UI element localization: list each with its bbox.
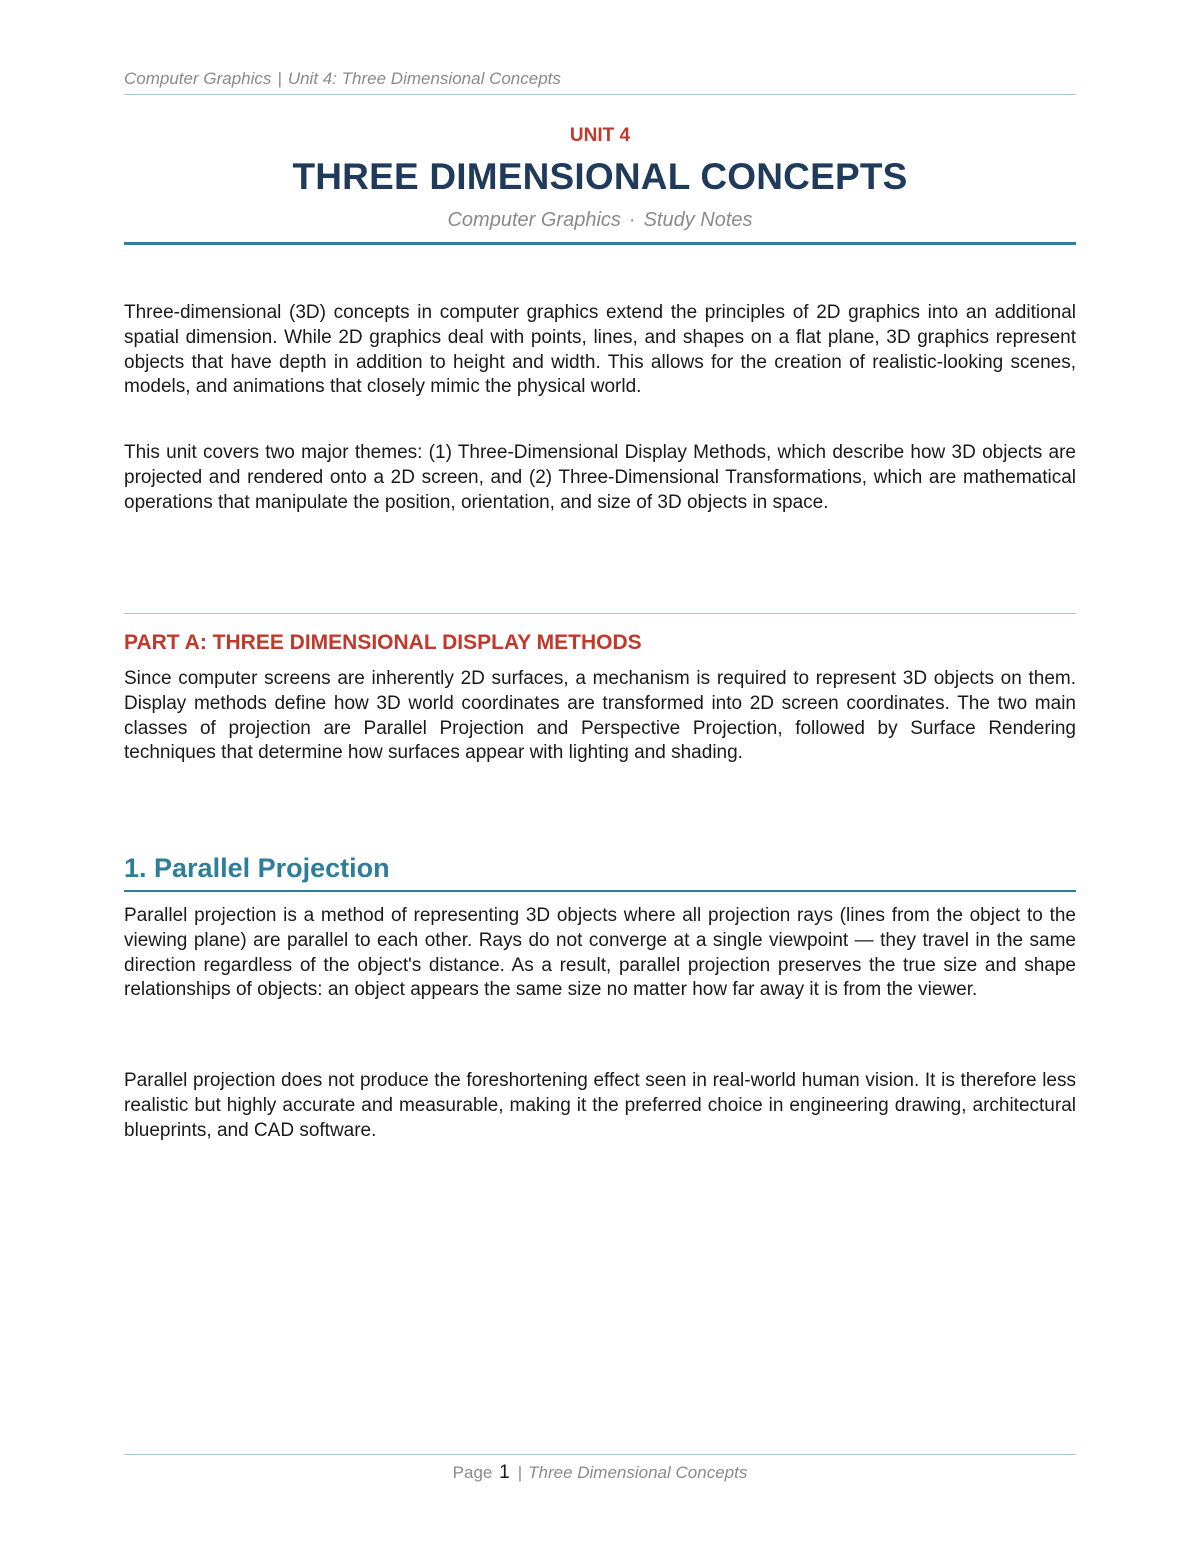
section-1-heading: 1. Parallel Projection	[124, 853, 390, 883]
footer-page-label: Page	[452, 1463, 493, 1482]
header-unit: Unit 4: Three Dimensional Concepts	[287, 69, 561, 88]
section-divider	[124, 613, 1076, 614]
footer-page-number: 1	[499, 1462, 510, 1483]
part-a-heading: PART A: THREE DIMENSIONAL DISPLAY METHODS	[124, 631, 642, 654]
intro-paragraph-1: Three-dimensional (3D) concepts in computer graphics extend the principles of 2D graphics into an additional spatial dimension. While 2D graphics deal with points, lines, and shapes on a flat plane, 3D graphics represent objects that have depth in addition to height and width. This allows for the creation of realistic-looking scenes, models, and animations that closely mimic the physical world.	[124, 302, 1076, 398]
footer-title: Three Dimensional Concepts	[528, 1463, 748, 1482]
subtitle-separator: ·	[628, 209, 636, 231]
page-footer	[124, 1461, 1076, 1485]
header-divider	[124, 94, 1076, 95]
unit-label: UNIT 4	[569, 125, 631, 146]
subtitle-type: Study Notes	[643, 209, 753, 231]
intro-paragraph-2: This unit covers two major themes: (1) Three-Dimensional Display Methods, which describe how 3D objects are projected and rendered onto a 2D screen, and (2) Three-Dimensional Transformations, which are mathematical operations that manipulate the position, orientation, and size of 3D objects in space.	[124, 442, 1076, 513]
section-1-paragraph-2: Parallel projection does not produce the foreshortening effect seen in real-world human vision. It is therefore less realistic but highly accurate and measurable, making it the preferred choice in engineering drawing, architectural blueprints, and CAD software.	[124, 1070, 1076, 1141]
footer-separator: |	[517, 1463, 523, 1482]
section-1-paragraph-1: Parallel projection is a method of representing 3D objects where all projection rays (lines from the object to the viewing plane) are parallel to each other. Rays do not converge at a single viewpoint — they travel in the same direction regardless of the object's distance. As a result, parallel projection preserves the true size and shape relationships of objects: an object appears the same size no matter how far away it is from the viewer.	[124, 905, 1076, 1001]
part-a-paragraph: Since computer screens are inherently 2D surfaces, a mechanism is required to represent 3D objects on them. Display methods define how 3D world coordinates are transformed into 2D screen coordinates. The two main classes of projection are Parallel Projection and Perspective Projection, followed by Surface Rendering techniques that determine how surfaces appear with lighting and shading.	[124, 668, 1076, 764]
header-course: Computer Graphics	[124, 69, 272, 88]
header-separator: |	[277, 69, 282, 88]
document-title: THREE DIMENSIONAL CONCEPTS	[292, 156, 908, 197]
title-divider	[124, 242, 1076, 245]
running-header	[124, 68, 1076, 90]
document-subtitle	[124, 207, 1076, 233]
document-page	[124, 0, 1076, 1553]
footer-divider	[124, 1454, 1076, 1455]
subtitle-course: Computer Graphics	[447, 209, 621, 231]
section-1-divider	[124, 890, 1076, 892]
